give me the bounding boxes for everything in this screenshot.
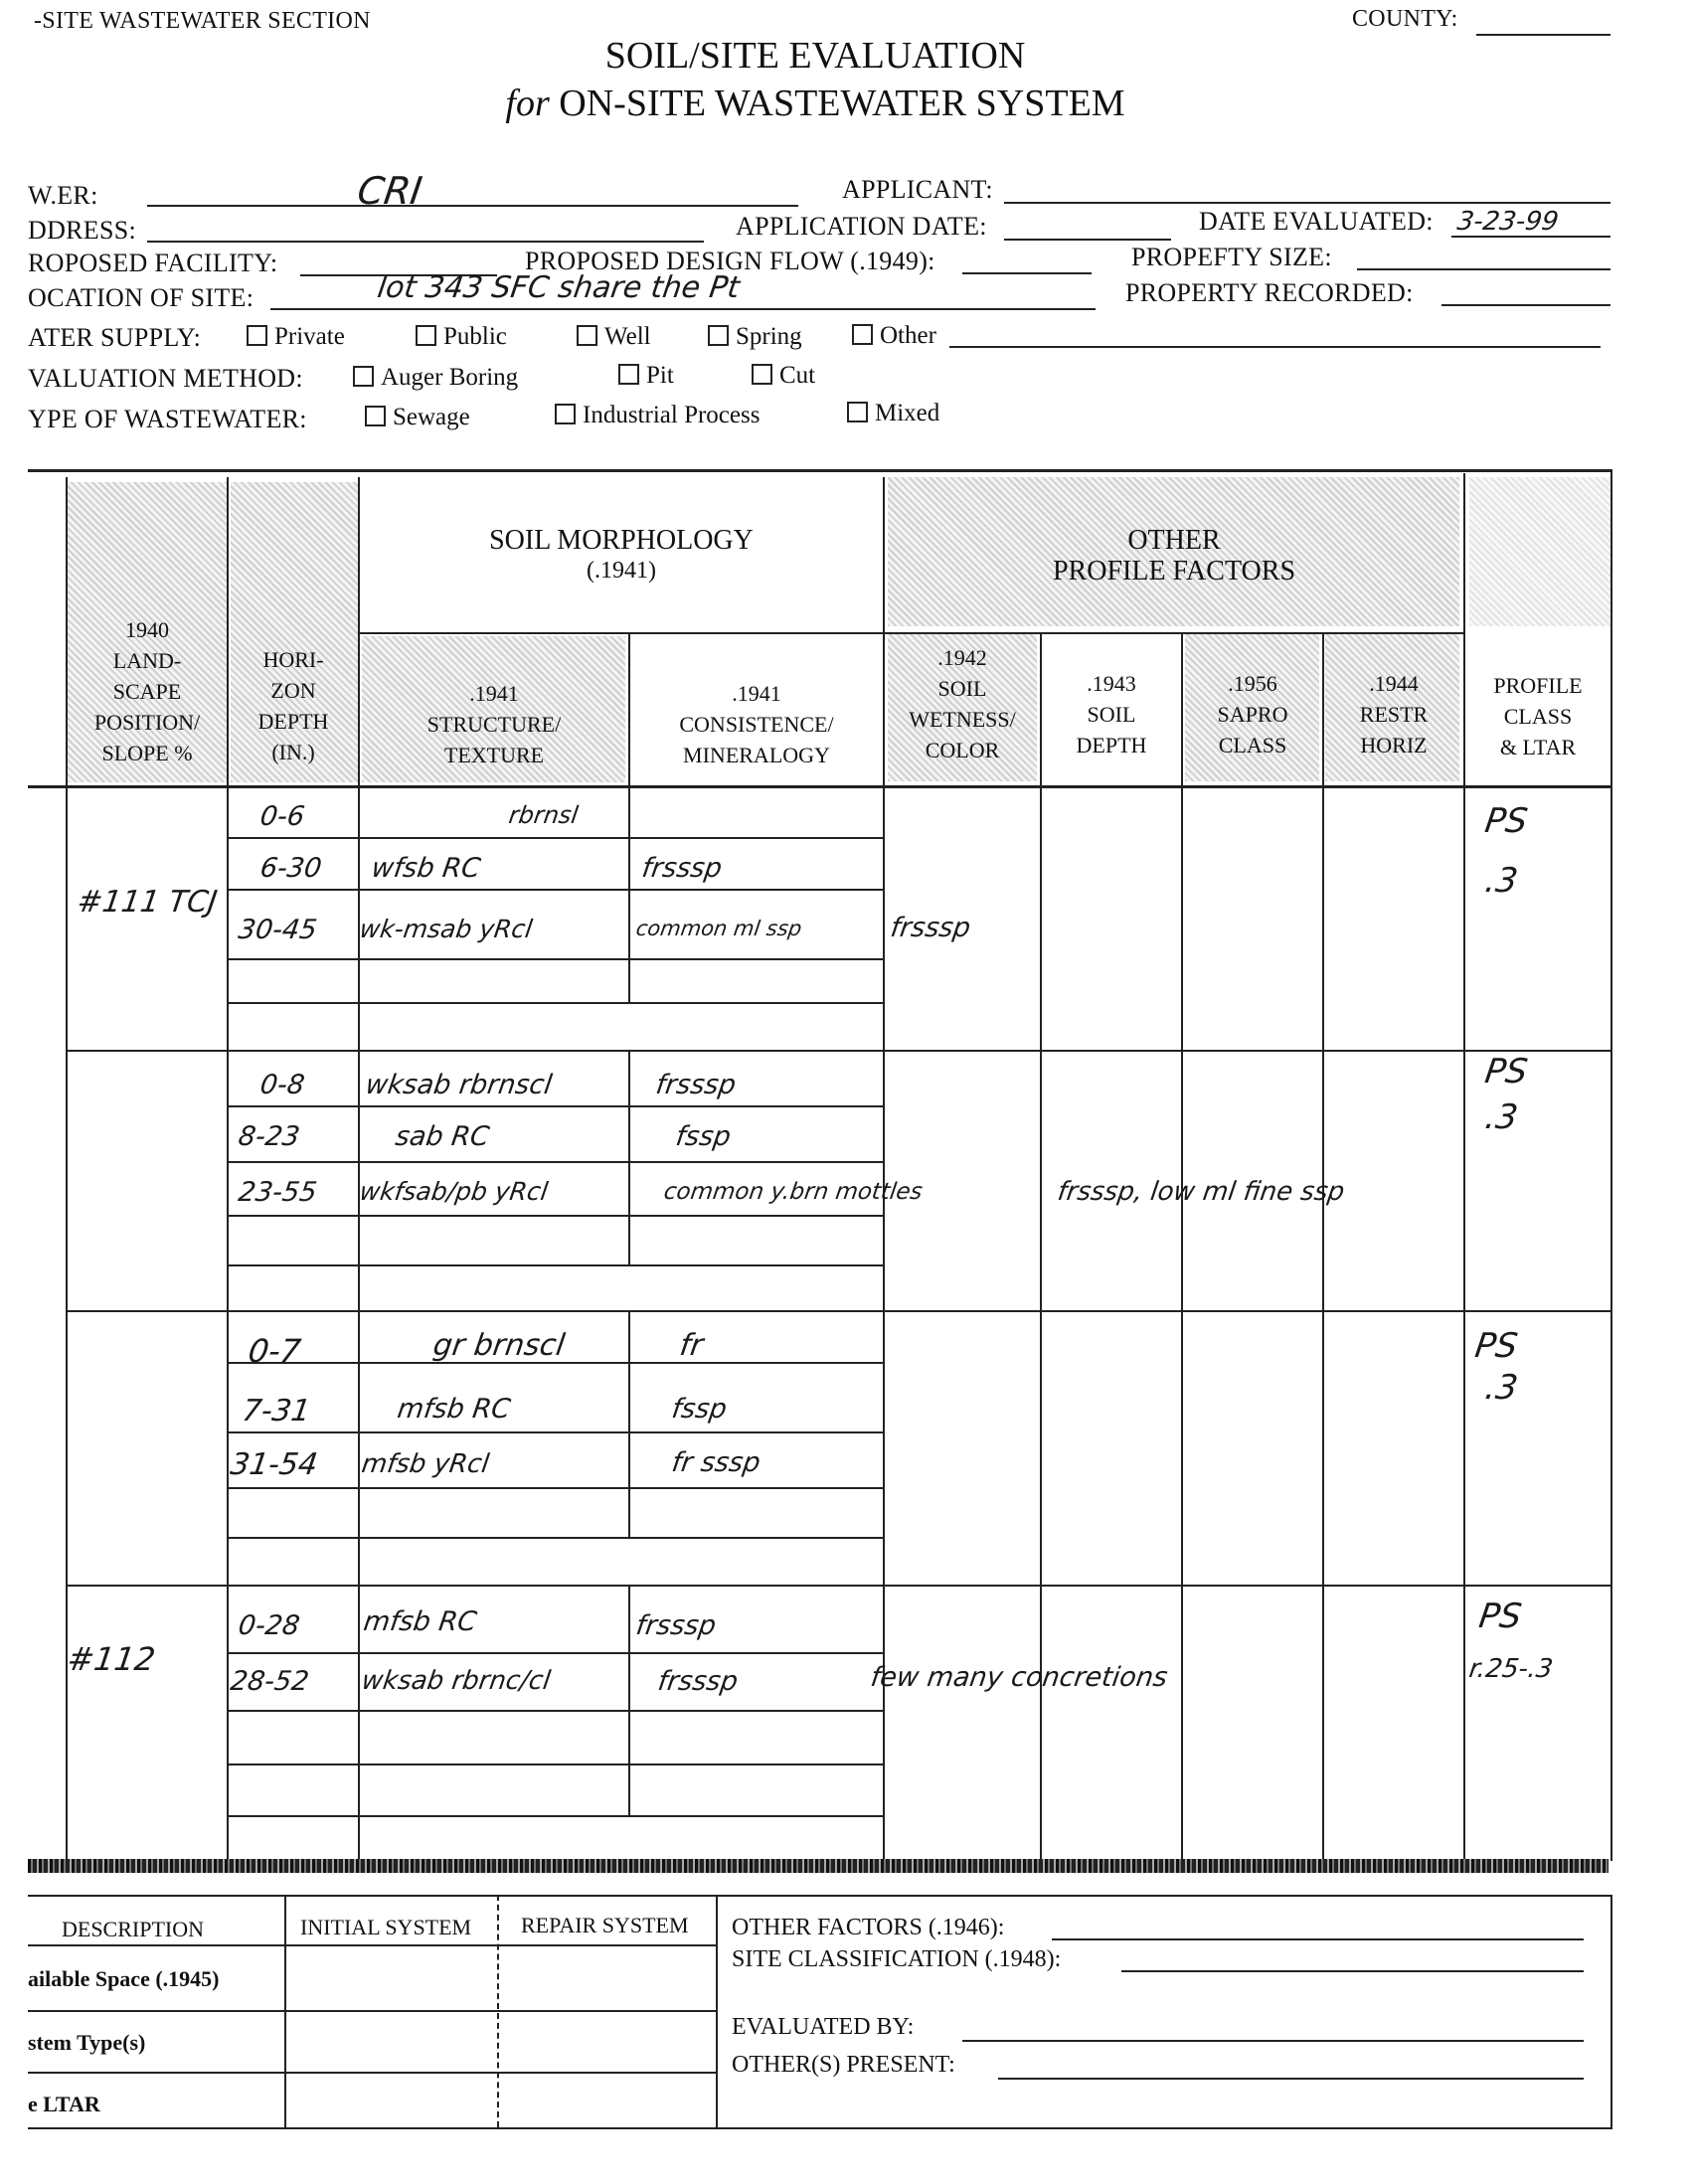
checkbox-icon[interactable]: [577, 325, 597, 346]
applicant-field[interactable]: [1004, 202, 1610, 204]
county-label: COUNTY:: [1352, 6, 1458, 32]
profile-4-depth-2: 28-52: [228, 1666, 311, 1697]
profile-2-consistence-3: common y.brn mottles: [662, 1179, 925, 1205]
form-title: SOIL/SITE EVALUATION: [604, 35, 1026, 77]
profile-4-landscape: #112: [65, 1640, 158, 1678]
profile-1-ltar: .3: [1482, 861, 1521, 901]
profile-2-structure-1: wksab rbrnscl: [363, 1070, 555, 1100]
checkbox-icon[interactable]: [555, 404, 576, 424]
profile-2-ltar: .3: [1482, 1097, 1521, 1137]
available-space-label: ailable Space (.1945): [28, 1966, 220, 1991]
proposed-facility-label: ROPOSED FACILITY:: [28, 249, 278, 277]
water-supply-well[interactable]: Well: [577, 323, 651, 351]
profile-2-depth-1: 0-8: [257, 1070, 307, 1100]
checkbox-icon[interactable]: [247, 325, 267, 346]
profile-4-wetness-2: few many concretions: [868, 1662, 1170, 1693]
consistence-header: .1941 CONSISTENCE/ MINERALOGY: [679, 681, 834, 767]
evaluated-by-label: EVALUATED BY:: [732, 2014, 915, 2040]
profile-3-structure-3: mfsb yRcl: [359, 1449, 491, 1479]
applicant-label: APPLICANT:: [842, 175, 993, 204]
form-subtitle: for ON-SITE WASTEWATER SYSTEM: [505, 83, 1125, 124]
evaluated-by-field[interactable]: [962, 2040, 1584, 2042]
profile-3-structure-1: gr brnscl: [430, 1328, 568, 1363]
profile-2-wetness-3: frsssp, low ml fine ssp: [1055, 1177, 1347, 1207]
profile-3-consistence-1: fr: [677, 1328, 706, 1363]
profile-3-structure-2: mfsb RC: [395, 1394, 513, 1425]
scan-artifact-band: [28, 1859, 1609, 1873]
checkbox-icon[interactable]: [852, 324, 873, 345]
checkbox-icon[interactable]: [365, 406, 386, 426]
profile-4-structure-2: wksab rbrnc/cl: [359, 1666, 553, 1696]
profile-4-class: PS: [1476, 1596, 1524, 1636]
description-header: DESCRIPTION: [62, 1917, 205, 1941]
others-present-field[interactable]: [998, 2078, 1584, 2080]
soil-depth-header: .1943 SOIL DEPTH: [1076, 671, 1147, 757]
restr-header: .1944 RESTR HORIZ: [1359, 671, 1429, 757]
checkbox-icon[interactable]: [847, 402, 868, 422]
section-label: -SITE WASTEWATER SECTION: [34, 8, 371, 34]
water-supply-spring[interactable]: Spring: [708, 323, 802, 351]
checkbox-icon[interactable]: [752, 364, 772, 385]
profile-1-landscape: #111 TCJ: [75, 885, 220, 920]
profile-3-depth-2: 7-31: [240, 1394, 313, 1428]
checkbox-icon[interactable]: [416, 325, 436, 346]
wastewater-sewage[interactable]: Sewage: [365, 404, 470, 431]
profile-1-structure-3: wk-msab yRcl: [357, 915, 535, 943]
landscape-header: 1940 LAND- SCAPE POSITION/ SLOPE %: [93, 617, 201, 765]
wastewater-type-label: YPE OF WASTEWATER:: [28, 405, 307, 433]
profile-3-consistence-2: fssp: [669, 1394, 729, 1425]
shade-profile: [1469, 477, 1610, 626]
address-field[interactable]: [147, 241, 704, 243]
profile-1-depth-2: 6-30: [257, 853, 324, 884]
method-auger-boring[interactable]: Auger Boring: [353, 364, 518, 392]
profile-4-ltar: r.25-.3: [1466, 1654, 1555, 1684]
owner-label: W.ER:: [28, 181, 98, 210]
profile-2-class: PS: [1482, 1052, 1530, 1092]
wetness-header: .1942 SOIL WETNESS/ COLOR: [909, 645, 1016, 762]
profile-1-consistence-2: frsssp: [639, 853, 725, 884]
profile-1-depth-3: 30-45: [236, 915, 319, 945]
method-pit[interactable]: Pit: [618, 362, 674, 390]
date-evaluated-label: DATE EVALUATED:: [1199, 207, 1434, 236]
application-date-label: APPLICATION DATE:: [736, 212, 987, 241]
owner-field[interactable]: [147, 205, 798, 207]
initial-system-header: INITIAL SYSTEM: [300, 1915, 472, 1939]
location-label: OCATION OF SITE:: [28, 283, 254, 312]
ltar-label: e LTAR: [28, 2092, 100, 2116]
design-flow-label: PROPOSED DESIGN FLOW (.1949):: [525, 247, 935, 275]
system-type-label: stem Type(s): [28, 2030, 146, 2055]
other-factors-field[interactable]: [1052, 1938, 1584, 1940]
profile-2-depth-2: 8-23: [236, 1121, 302, 1152]
profile-1-structure-1: rbrnsl: [507, 801, 581, 829]
water-supply-public[interactable]: Public: [416, 323, 507, 351]
water-supply-other-field[interactable]: [949, 346, 1601, 348]
application-date-field[interactable]: [1004, 239, 1171, 241]
profile-4-structure-1: mfsb RC: [361, 1606, 479, 1637]
property-size-label: PROPEFTY SIZE:: [1131, 243, 1332, 271]
site-classification-label: SITE CLASSIFICATION (.1948):: [732, 1946, 1062, 1972]
profile-2-depth-3: 23-55: [236, 1177, 319, 1208]
soil-morphology-header: SOIL MORPHOLOGY (.1941): [489, 525, 754, 584]
profile-4-consistence-1: frsssp: [633, 1610, 719, 1641]
profile-1-consistence-3: common ml ssp: [634, 917, 804, 940]
property-size-field[interactable]: [1357, 268, 1610, 270]
location-field[interactable]: [270, 308, 1096, 310]
address-label: DDRESS:: [28, 216, 137, 245]
water-supply-private[interactable]: Private: [247, 323, 345, 351]
profile-3-consistence-3: fr sssp: [669, 1447, 762, 1478]
water-supply-other[interactable]: Other: [852, 322, 936, 350]
structure-header: .1941 STRUCTURE/ TEXTURE: [426, 681, 562, 767]
profile-3-class: PS: [1472, 1326, 1520, 1366]
others-present-label: OTHER(S) PRESENT:: [732, 2052, 955, 2078]
evaluation-method-label: VALUATION METHOD:: [28, 364, 303, 393]
design-flow-field[interactable]: [962, 272, 1092, 274]
checkbox-icon[interactable]: [618, 364, 639, 385]
profile-3-depth-3: 31-54: [228, 1447, 320, 1482]
profile-2-consistence-2: fssp: [673, 1121, 733, 1152]
horizon-header: HORI- ZON DEPTH (IN.): [257, 647, 329, 764]
profile-1-depth-1: 0-6: [257, 801, 307, 832]
wastewater-mixed[interactable]: Mixed: [847, 400, 939, 427]
property-recorded-field[interactable]: [1441, 304, 1610, 306]
site-classification-field[interactable]: [1121, 1970, 1584, 1972]
profile-1-class: PS: [1482, 801, 1530, 841]
profile-4-consistence-2: frsssp: [655, 1666, 741, 1697]
profile-4-depth-1: 0-28: [236, 1610, 302, 1641]
profile-1-structure-2: wfsb RC: [369, 853, 483, 884]
profile-class-header: PROFILE CLASS & LTAR: [1493, 673, 1583, 759]
checkbox-icon[interactable]: [708, 325, 729, 346]
property-recorded-label: PROPERTY RECORDED:: [1125, 278, 1414, 307]
profile-2-consistence-1: frsssp: [653, 1070, 739, 1100]
repair-system-header: REPAIR SYSTEM: [521, 1913, 689, 1937]
sapro-header: .1956 SAPRO CLASS: [1217, 671, 1288, 757]
checkbox-icon[interactable]: [353, 366, 374, 387]
other-factors-label: OTHER FACTORS (.1946):: [732, 1915, 1005, 1940]
date-evaluated-value: 3-23-99: [1454, 207, 1561, 237]
owner-value: CRI: [354, 169, 425, 213]
profile-1-wetness-3: frsssp: [888, 913, 973, 943]
water-supply-label: ATER SUPPLY:: [28, 323, 202, 352]
profile-3-depth-1: 0-7: [246, 1332, 303, 1370]
profile-2-structure-3: wkfsab/pb yRcl: [357, 1177, 550, 1206]
profile-2-structure-2: sab RC: [393, 1121, 492, 1152]
profile-3-ltar: .3: [1482, 1368, 1521, 1408]
method-cut[interactable]: Cut: [752, 362, 815, 390]
wastewater-industrial[interactable]: Industrial Process: [555, 402, 760, 429]
location-value: lot 343 SFC share the Pt: [375, 270, 743, 305]
other-profile-header: OTHER PROFILE FACTORS: [1052, 525, 1296, 587]
